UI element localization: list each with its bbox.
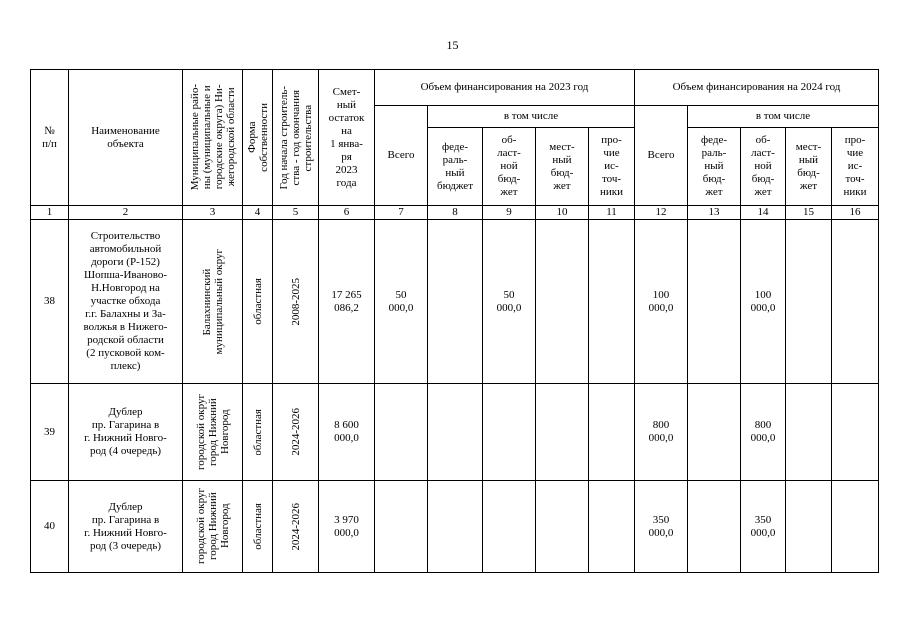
local-2023-value <box>536 384 589 481</box>
header-total-2024: Всего <box>635 106 688 206</box>
federal-2023-value <box>428 384 483 481</box>
local-2023-value <box>536 220 589 384</box>
federal-2023-value <box>428 220 483 384</box>
header-federal-2024: феде- раль- ный бюд- жет <box>688 128 741 206</box>
period-text: 2024-2026 <box>289 408 302 456</box>
header-local-2023: мест- ный бюд- жет <box>536 128 589 206</box>
col-number: 4 <box>243 206 273 220</box>
total-2024-value: 800 000,0 <box>635 384 688 481</box>
col-number: 15 <box>786 206 832 220</box>
total-2023-value: 50 000,0 <box>375 220 428 384</box>
row-district <box>183 220 243 384</box>
object-name: Дублер пр. Гагарина в г. Нижний Новго- род (4 очередь) <box>69 384 183 481</box>
regional-2024-value: 800 000,0 <box>741 384 786 481</box>
object-name: Строительство автомобильной дороги (Р-152) Шопша-Иваново- Н.Новгород на участке обхода г.г. Балахны и За- волжья в Нижего- родской области (2 пусковой ком- плекс) <box>69 220 183 384</box>
col-number: 11 <box>589 206 635 220</box>
header-district <box>183 70 243 206</box>
period-text: 2024-2026 <box>289 502 302 551</box>
header-federal-2023: феде- раль- ный бюджет <box>428 128 483 206</box>
header-district-text: Муниципальные райо- ны (муниципальные и городские округа) Ни- жегородской области <box>188 84 237 191</box>
row-period <box>273 384 319 481</box>
col-number: 13 <box>688 206 741 220</box>
header-balance: Смет- ный остаток на 1 янва- ря 2023 года <box>319 70 375 206</box>
col-number: 3 <box>183 206 243 220</box>
table-row <box>31 384 879 481</box>
table-row <box>31 220 879 384</box>
col-number: 8 <box>428 206 483 220</box>
other-2024-value <box>832 481 879 573</box>
financing-table <box>30 69 879 573</box>
col-number: 5 <box>273 206 319 220</box>
row-district <box>183 481 243 573</box>
row-ownership <box>243 481 273 573</box>
col-number: 10 <box>536 206 589 220</box>
header-num: № п/п <box>31 70 69 206</box>
row-ownership <box>243 384 273 481</box>
header-incl-2023: в том числе <box>428 106 635 128</box>
header-local-2024: мест- ный бюд- жет <box>786 128 832 206</box>
col-number: 1 <box>31 206 69 220</box>
row-num: 39 <box>31 384 69 481</box>
regional-2024-value: 100 000,0 <box>741 220 786 384</box>
other-2023-value <box>589 481 635 573</box>
header-fin-2024: Объем финансирования на 2024 год <box>635 70 879 106</box>
col-number: 14 <box>741 206 786 220</box>
col-number: 12 <box>635 206 688 220</box>
table-row <box>31 481 879 573</box>
col-number: 7 <box>375 206 428 220</box>
other-2024-value <box>832 384 879 481</box>
total-2023-value <box>375 481 428 573</box>
col-number: 16 <box>832 206 879 220</box>
regional-2023-value <box>483 481 536 573</box>
district-text: городской округ город Нижний Новгород <box>194 393 231 471</box>
local-2024-value <box>786 481 832 573</box>
header-period <box>273 70 319 206</box>
total-2024-value: 350 000,0 <box>635 481 688 573</box>
ownership-text: областная <box>251 503 264 550</box>
header-other-2023: про- чие ис- точ- ники <box>589 128 635 206</box>
local-2023-value <box>536 481 589 573</box>
row-num: 40 <box>31 481 69 573</box>
col-number: 9 <box>483 206 536 220</box>
object-name: Дублер пр. Гагарина в г. Нижний Новго- род (3 очередь) <box>69 481 183 573</box>
header-ownership <box>243 70 273 206</box>
page-number: 15 <box>446 38 459 52</box>
header-total-2023: Всего <box>375 106 428 206</box>
row-period <box>273 481 319 573</box>
header-incl-2024: в том числе <box>688 106 879 128</box>
regional-2024-value: 350 000,0 <box>741 481 786 573</box>
header-regional-2024: об- ласт- ной бюд- жет <box>741 128 786 206</box>
header-period-text: Год начала строитель- ства - год окончания строительства <box>277 85 314 190</box>
federal-2023-value <box>428 481 483 573</box>
balance-value: 17 265 086,2 <box>319 220 375 384</box>
row-num: 38 <box>31 220 69 384</box>
ownership-text: областная <box>251 278 264 325</box>
ownership-text: областная <box>251 408 264 456</box>
other-2023-value <box>589 384 635 481</box>
header-name: Наименование объекта <box>69 70 183 206</box>
balance-value: 8 600 000,0 <box>319 384 375 481</box>
header-fin-2023: Объем финансирования на 2023 год <box>375 70 635 106</box>
federal-2024-value <box>688 220 741 384</box>
header-regional-2023: об- ласт- ной бюд- жет <box>483 128 536 206</box>
period-text: 2008-2025 <box>289 277 302 326</box>
row-ownership <box>243 220 273 384</box>
col-number: 2 <box>69 206 183 220</box>
federal-2024-value <box>688 384 741 481</box>
federal-2024-value <box>688 481 741 573</box>
total-2023-value <box>375 384 428 481</box>
district-text: Балахнинский муниципальный округ <box>200 248 225 355</box>
local-2024-value <box>786 384 832 481</box>
balance-value: 3 970 000,0 <box>319 481 375 573</box>
other-2023-value <box>589 220 635 384</box>
district-text: городской округ город Нижний Новгород <box>194 488 231 565</box>
other-2024-value <box>832 220 879 384</box>
header-ownership-text: Форма собственности <box>245 103 270 172</box>
row-period <box>273 220 319 384</box>
regional-2023-value: 50 000,0 <box>483 220 536 384</box>
total-2024-value: 100 000,0 <box>635 220 688 384</box>
header-other-2024: про- чие ис- точ- ники <box>832 128 879 206</box>
local-2024-value <box>786 220 832 384</box>
row-district <box>183 384 243 481</box>
col-number: 6 <box>319 206 375 220</box>
regional-2023-value <box>483 384 536 481</box>
